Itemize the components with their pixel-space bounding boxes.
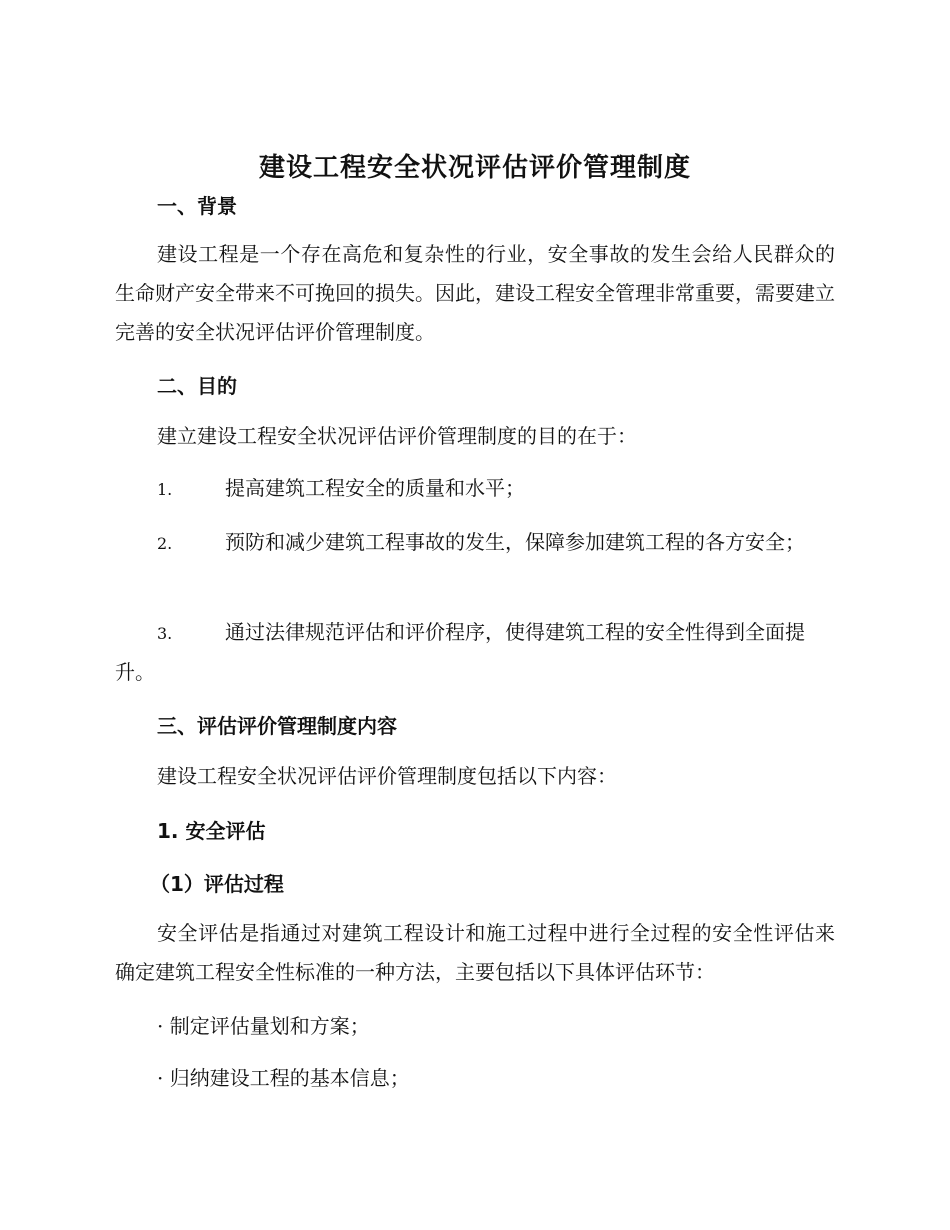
purpose-item-1	[115, 469, 835, 509]
bullet-item-2: · 归纳建设工程的基本信息；	[157, 1066, 410, 1090]
subsection-heading-safety-assessment: 1. 安全评估	[157, 819, 266, 843]
assessment-paragraph: 安全评估是指通过对建筑工程设计和施工过程中进行全过程的安全性评估来确定建筑工程安全性标准的一种方法，主要包括以下具体评估环节：	[115, 921, 835, 984]
item-number: 3.	[157, 624, 173, 643]
item-number: 2.	[157, 534, 173, 553]
item-text: 通过法律规范评估和评价程序，使得建筑工程的安全性得到全面提升。	[115, 620, 805, 684]
item-text: 提高建筑工程安全的质量和水平；	[225, 476, 525, 500]
item-number: 1.	[157, 480, 173, 499]
purpose-item-3	[115, 613, 835, 692]
section-heading-background: 一、背景	[157, 194, 237, 218]
bullet-item-1: · 制定评估量划和方案；	[157, 1014, 370, 1038]
page-title: 建设工程安全状况评估评价管理制度	[258, 153, 691, 183]
purpose-item-2	[115, 523, 835, 563]
section-heading-content: 三、评估评价管理制度内容	[157, 714, 397, 738]
item-text: 预防和减少建筑工程事故的发生，保障参加建筑工程的各方安全；	[225, 530, 805, 554]
content-intro: 建设工程安全状况评估评价管理制度包括以下内容：	[157, 764, 617, 788]
subsection-heading-assessment-process: （1）评估过程	[150, 872, 284, 896]
background-paragraph: 建设工程是一个存在高危和复杂性的行业，安全事故的发生会给人民群众的生命财产安全带来不可挽回的损失。因此，建设工程安全管理非常重要，需要建立完善的安全状况评估评价管理制度。	[115, 242, 835, 344]
section-heading-purpose: 二、目的	[157, 374, 237, 398]
purpose-intro: 建立建设工程安全状况评估评价管理制度的目的在于：	[157, 424, 637, 448]
